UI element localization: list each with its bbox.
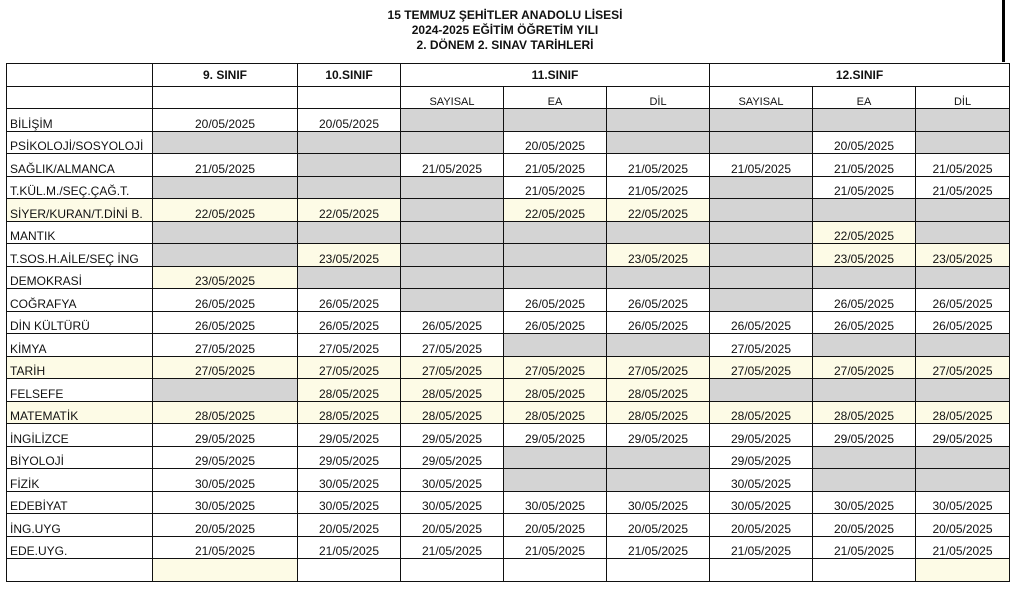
exam-date-cell: 30/05/2025: [916, 491, 1010, 514]
exam-date-cell: 29/05/2025: [710, 446, 813, 469]
track-12-ea: EA: [813, 86, 916, 109]
exam-date-cell: 20/05/2025: [153, 514, 298, 537]
exam-date-cell: [916, 221, 1010, 244]
exam-date-cell: 22/05/2025: [504, 199, 607, 222]
lesson-name: MANTIK: [7, 221, 153, 244]
exam-date-cell: 21/05/2025: [916, 536, 1010, 559]
table-row: [7, 446, 1010, 469]
exam-date-cell: 26/05/2025: [710, 311, 813, 334]
exam-date-cell: 21/05/2025: [298, 536, 401, 559]
exam-date-cell: 21/05/2025: [813, 176, 916, 199]
exam-date-cell: 27/05/2025: [813, 356, 916, 379]
exam-date-cell: 27/05/2025: [710, 356, 813, 379]
exam-date-cell: 21/05/2025: [813, 536, 916, 559]
exam-date-cell: [153, 379, 298, 402]
exam-date-cell: [401, 221, 504, 244]
exam-date-cell: 21/05/2025: [916, 154, 1010, 177]
exam-date-cell: 29/05/2025: [298, 424, 401, 447]
table-row: [7, 559, 1010, 582]
track-header-row: [7, 86, 1010, 109]
lesson-name: FİZİK: [7, 469, 153, 492]
exam-date-cell: [504, 109, 607, 132]
exam-date-cell: 28/05/2025: [401, 401, 504, 424]
exam-date-cell: 21/05/2025: [504, 154, 607, 177]
exam-date-cell: 28/05/2025: [153, 401, 298, 424]
exam-date-cell: [813, 109, 916, 132]
exam-date-cell: [401, 176, 504, 199]
exam-date-cell: 27/05/2025: [153, 356, 298, 379]
exam-date-cell: 27/05/2025: [401, 356, 504, 379]
schedule-body: [7, 64, 1010, 582]
exam-date-cell: [298, 221, 401, 244]
track-empty-cell: [153, 86, 298, 109]
exam-date-cell: 30/05/2025: [153, 491, 298, 514]
exam-date-cell: [607, 131, 710, 154]
exam-date-cell: [298, 559, 401, 582]
exam-date-cell: 29/05/2025: [298, 446, 401, 469]
exam-date-cell: [710, 289, 813, 312]
lesson-name: T.SOS.H.AİLE/SEÇ İNG: [7, 244, 153, 267]
exam-date-cell: 28/05/2025: [916, 401, 1010, 424]
exam-date-cell: [710, 199, 813, 222]
table-row: [7, 109, 1010, 132]
exam-date-cell: 21/05/2025: [813, 154, 916, 177]
exam-date-cell: [813, 266, 916, 289]
exam-date-cell: 29/05/2025: [504, 424, 607, 447]
exam-date-cell: [401, 199, 504, 222]
exam-date-cell: 27/05/2025: [607, 356, 710, 379]
exam-date-cell: 30/05/2025: [153, 469, 298, 492]
exam-date-cell: 20/05/2025: [298, 514, 401, 537]
exam-date-cell: 21/05/2025: [153, 154, 298, 177]
exam-date-cell: 28/05/2025: [504, 401, 607, 424]
exam-date-cell: [710, 559, 813, 582]
table-row: [7, 424, 1010, 447]
exam-date-cell: 23/05/2025: [813, 244, 916, 267]
exam-date-cell: 27/05/2025: [504, 356, 607, 379]
table-row: [7, 289, 1010, 312]
exam-date-cell: [607, 469, 710, 492]
exam-date-cell: 29/05/2025: [153, 424, 298, 447]
table-row: [7, 154, 1010, 177]
exam-date-cell: 23/05/2025: [153, 266, 298, 289]
exam-date-cell: 29/05/2025: [401, 446, 504, 469]
exam-date-cell: 21/05/2025: [504, 536, 607, 559]
track-11-sayisal: SAYISAL: [401, 86, 504, 109]
exam-date-cell: 30/05/2025: [298, 469, 401, 492]
grade-12-header: 12.SINIF: [710, 64, 1010, 87]
exam-date-cell: 27/05/2025: [153, 334, 298, 357]
exam-date-cell: [916, 334, 1010, 357]
exam-date-cell: 23/05/2025: [916, 244, 1010, 267]
exam-date-cell: 28/05/2025: [401, 379, 504, 402]
lesson-name: BİLİŞİM: [7, 109, 153, 132]
exam-date-cell: 30/05/2025: [710, 491, 813, 514]
exam-date-cell: 21/05/2025: [401, 536, 504, 559]
exam-date-cell: 20/05/2025: [504, 514, 607, 537]
exam-date-cell: 29/05/2025: [401, 424, 504, 447]
exam-date-cell: [710, 109, 813, 132]
exam-date-cell: 28/05/2025: [504, 379, 607, 402]
exam-date-cell: [813, 559, 916, 582]
table-row: [7, 491, 1010, 514]
exam-date-cell: [504, 266, 607, 289]
exam-schedule-table: [6, 63, 1010, 582]
exam-date-cell: [153, 131, 298, 154]
exam-date-cell: 22/05/2025: [813, 221, 916, 244]
exam-date-cell: 20/05/2025: [916, 514, 1010, 537]
exam-date-cell: [607, 334, 710, 357]
exam-date-cell: [916, 131, 1010, 154]
exam-date-cell: 21/05/2025: [401, 154, 504, 177]
exam-date-cell: 26/05/2025: [916, 289, 1010, 312]
exam-date-cell: [916, 199, 1010, 222]
exam-date-cell: [153, 244, 298, 267]
exam-date-cell: [504, 559, 607, 582]
track-11-dil: DİL: [607, 86, 710, 109]
exam-date-cell: [710, 131, 813, 154]
exam-date-cell: 30/05/2025: [813, 491, 916, 514]
exam-date-cell: 20/05/2025: [298, 109, 401, 132]
lesson-name: EDEBİYAT: [7, 491, 153, 514]
table-row: [7, 334, 1010, 357]
exam-date-cell: [298, 131, 401, 154]
table-row: [7, 244, 1010, 267]
exam-date-cell: 26/05/2025: [607, 311, 710, 334]
exam-date-cell: [504, 244, 607, 267]
table-row: [7, 514, 1010, 537]
exam-date-cell: 21/05/2025: [607, 176, 710, 199]
exam-date-cell: 28/05/2025: [710, 401, 813, 424]
lesson-name: BİYOLOJİ: [7, 446, 153, 469]
exam-date-cell: 30/05/2025: [504, 491, 607, 514]
exam-date-cell: 23/05/2025: [298, 244, 401, 267]
exam-date-cell: 20/05/2025: [504, 131, 607, 154]
exam-date-cell: 20/05/2025: [813, 131, 916, 154]
exam-date-cell: [153, 221, 298, 244]
exam-date-cell: 26/05/2025: [153, 289, 298, 312]
exam-date-cell: [710, 221, 813, 244]
lesson-name: [7, 559, 153, 582]
right-border: [1002, 0, 1005, 62]
exam-date-cell: [916, 109, 1010, 132]
exam-date-cell: [298, 266, 401, 289]
exam-date-cell: 29/05/2025: [153, 446, 298, 469]
exam-date-cell: 27/05/2025: [298, 334, 401, 357]
exam-date-cell: 26/05/2025: [298, 289, 401, 312]
exam-date-cell: 29/05/2025: [813, 424, 916, 447]
exam-date-cell: [916, 469, 1010, 492]
exam-date-cell: 30/05/2025: [298, 491, 401, 514]
exam-date-cell: 29/05/2025: [607, 424, 710, 447]
school-name: 15 TEMMUZ ŞEHİTLER ANADOLU LİSESİ: [387, 8, 623, 22]
exam-date-cell: 20/05/2025: [710, 514, 813, 537]
exam-date-cell: [298, 154, 401, 177]
exam-date-cell: [504, 334, 607, 357]
exam-date-cell: 26/05/2025: [916, 311, 1010, 334]
exam-date-cell: [607, 446, 710, 469]
table-row: [7, 379, 1010, 402]
exam-date-cell: 27/05/2025: [401, 334, 504, 357]
document-header: [6, 8, 1004, 53]
table-row: [7, 221, 1010, 244]
exam-date-cell: 30/05/2025: [710, 469, 813, 492]
exam-date-cell: 22/05/2025: [607, 199, 710, 222]
exam-date-cell: [401, 244, 504, 267]
lesson-name: MATEMATİK: [7, 401, 153, 424]
lesson-column-header: [7, 64, 153, 87]
exam-date-cell: [298, 176, 401, 199]
exam-date-cell: 26/05/2025: [813, 289, 916, 312]
lesson-name: PSİKOLOJİ/SOSYOLOJİ: [7, 131, 153, 154]
exam-date-cell: 26/05/2025: [153, 311, 298, 334]
grade-9-header: 9. SINIF: [153, 64, 298, 87]
exam-date-cell: [401, 131, 504, 154]
table-row: [7, 469, 1010, 492]
exam-date-cell: 27/05/2025: [710, 334, 813, 357]
exam-date-cell: 28/05/2025: [298, 401, 401, 424]
exam-date-cell: [916, 559, 1010, 582]
exam-date-cell: [916, 379, 1010, 402]
exam-date-cell: 28/05/2025: [607, 379, 710, 402]
exam-date-cell: [710, 379, 813, 402]
track-12-dil: DİL: [916, 86, 1010, 109]
lesson-name: FELSEFE: [7, 379, 153, 402]
table-row: [7, 401, 1010, 424]
exam-date-cell: [710, 266, 813, 289]
exam-date-cell: 21/05/2025: [153, 536, 298, 559]
exam-date-cell: 21/05/2025: [607, 154, 710, 177]
lesson-name: COĞRAFYA: [7, 289, 153, 312]
exam-date-cell: [401, 559, 504, 582]
exam-date-cell: [401, 109, 504, 132]
exam-date-cell: 20/05/2025: [813, 514, 916, 537]
exam-date-cell: 26/05/2025: [504, 311, 607, 334]
table-row: [7, 199, 1010, 222]
table-row: [7, 266, 1010, 289]
exam-date-cell: 30/05/2025: [401, 491, 504, 514]
grade-header-row: [7, 64, 1010, 87]
exam-date-cell: [710, 176, 813, 199]
exam-date-cell: 20/05/2025: [607, 514, 710, 537]
exam-date-cell: 21/05/2025: [916, 176, 1010, 199]
table-row: [7, 176, 1010, 199]
exam-date-cell: [607, 559, 710, 582]
exam-date-cell: 27/05/2025: [298, 356, 401, 379]
lesson-name: SİYER/KURAN/T.DİNİ B.: [7, 199, 153, 222]
exam-date-cell: 26/05/2025: [401, 311, 504, 334]
lesson-name: EDE.UYG.: [7, 536, 153, 559]
exam-date-cell: [916, 446, 1010, 469]
exam-date-cell: [916, 266, 1010, 289]
grade-10-header: 10.SINIF: [298, 64, 401, 87]
exam-date-cell: 30/05/2025: [607, 491, 710, 514]
exam-date-cell: 22/05/2025: [298, 199, 401, 222]
lesson-name: T.KÜL.M./SEÇ.ÇAĞ.T.: [7, 176, 153, 199]
track-empty-cell: [7, 86, 153, 109]
lesson-name: KİMYA: [7, 334, 153, 357]
exam-date-cell: 20/05/2025: [401, 514, 504, 537]
track-12-sayisal: SAYISAL: [710, 86, 813, 109]
lesson-name: TARİH: [7, 356, 153, 379]
exam-date-cell: 29/05/2025: [710, 424, 813, 447]
lesson-name: DİN KÜLTÜRÜ: [7, 311, 153, 334]
exam-date-cell: [153, 176, 298, 199]
exam-date-cell: [607, 109, 710, 132]
exam-date-cell: 28/05/2025: [607, 401, 710, 424]
lesson-name: SAĞLIK/ALMANCA: [7, 154, 153, 177]
exam-date-cell: 26/05/2025: [813, 311, 916, 334]
exam-date-cell: [813, 334, 916, 357]
exam-date-cell: 21/05/2025: [607, 536, 710, 559]
table-row: [7, 536, 1010, 559]
exam-date-cell: 23/05/2025: [607, 244, 710, 267]
academic-year: 2024-2025 EĞİTİM ÖĞRETİM YILI: [411, 23, 599, 37]
exam-date-cell: [813, 446, 916, 469]
exam-date-cell: 21/05/2025: [710, 154, 813, 177]
lesson-name: İNGİLİZCE: [7, 424, 153, 447]
exam-date-cell: 27/05/2025: [916, 356, 1010, 379]
exam-date-cell: 26/05/2025: [607, 289, 710, 312]
exam-date-cell: [710, 244, 813, 267]
exam-date-cell: 29/05/2025: [916, 424, 1010, 447]
table-row: [7, 131, 1010, 154]
exam-date-cell: [504, 446, 607, 469]
exam-date-cell: 21/05/2025: [710, 536, 813, 559]
exam-date-cell: 30/05/2025: [401, 469, 504, 492]
lesson-name: İNG.UYG: [7, 514, 153, 537]
table-row: [7, 311, 1010, 334]
table-row: [7, 356, 1010, 379]
lesson-name: DEMOKRASİ: [7, 266, 153, 289]
exam-date-cell: [607, 266, 710, 289]
exam-date-cell: [813, 379, 916, 402]
exam-date-cell: [504, 469, 607, 492]
exam-date-cell: [607, 221, 710, 244]
exam-date-cell: 20/05/2025: [153, 109, 298, 132]
exam-date-cell: 22/05/2025: [153, 199, 298, 222]
schedule-title: 2. DÖNEM 2. SINAV TARİHLERİ: [416, 38, 594, 52]
exam-date-cell: [153, 559, 298, 582]
exam-date-cell: 26/05/2025: [298, 311, 401, 334]
exam-date-cell: [813, 199, 916, 222]
exam-date-cell: 26/05/2025: [504, 289, 607, 312]
grade-11-header: 11.SINIF: [401, 64, 710, 87]
exam-date-cell: [401, 289, 504, 312]
exam-date-cell: 21/05/2025: [504, 176, 607, 199]
track-empty-cell: [298, 86, 401, 109]
exam-date-cell: 28/05/2025: [813, 401, 916, 424]
exam-date-cell: [813, 469, 916, 492]
track-11-ea: EA: [504, 86, 607, 109]
exam-date-cell: [504, 221, 607, 244]
exam-date-cell: 28/05/2025: [298, 379, 401, 402]
exam-date-cell: [401, 266, 504, 289]
